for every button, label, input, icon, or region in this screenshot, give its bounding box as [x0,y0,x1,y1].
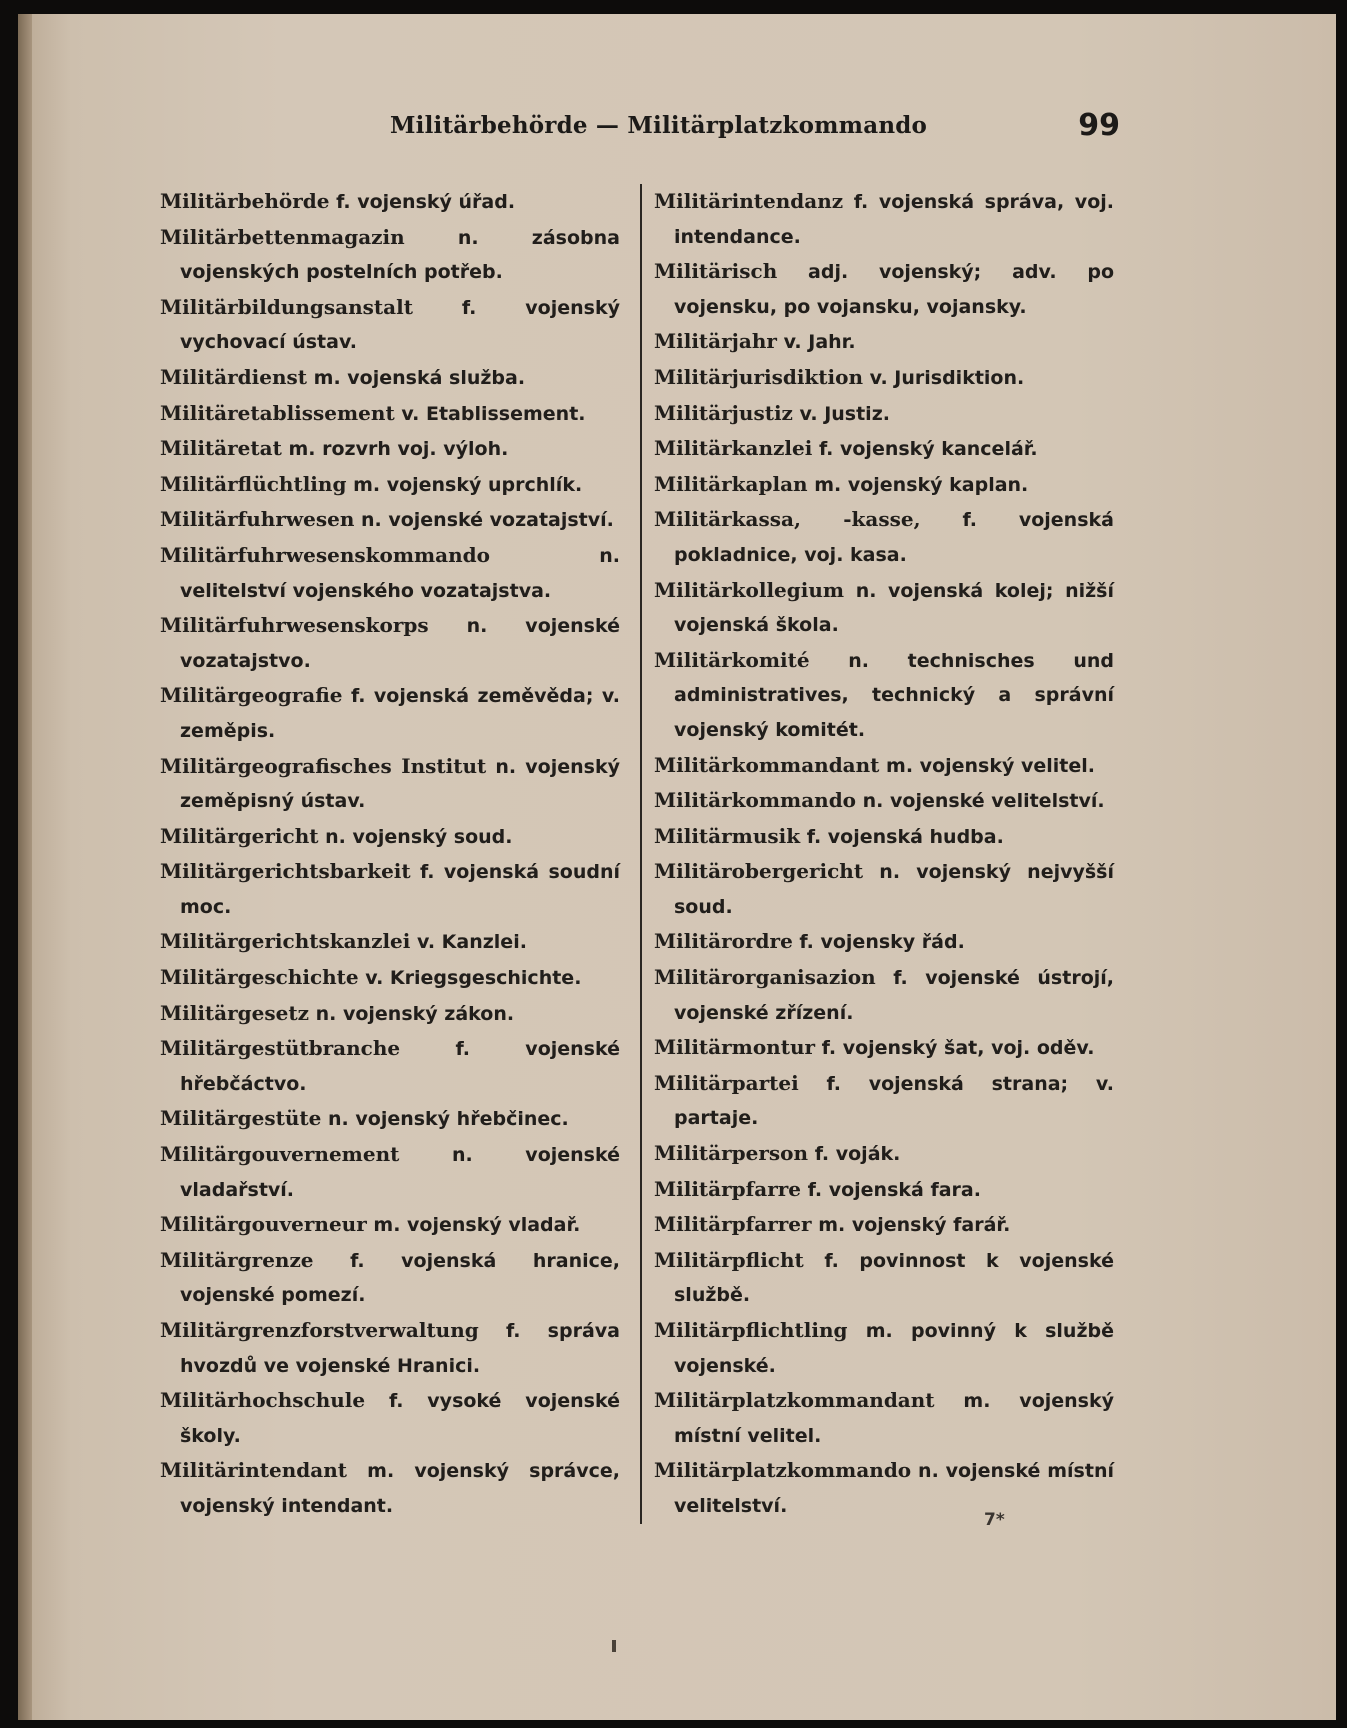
entry-definition: m. vojenský místní velitel. [674,1390,1114,1447]
entry-definition: n. vojenský zeměpisný ústav. [180,755,620,813]
entry-definition: f. vojenská fara. [807,1178,981,1201]
entry-headword: Militärgrenze [160,1247,314,1272]
dictionary-entry [654,1030,1114,1066]
dictionary-entry [654,819,1114,855]
dictionary-entry [160,996,620,1032]
dictionary-entry [654,502,1114,572]
entry-headword: Militärpflicht [654,1247,804,1272]
entry-headword: Militärgerichtsbarkeit [160,859,411,884]
dictionary-entry [160,1137,620,1207]
dictionary-entry [160,290,620,360]
entry-headword: Militärbildungsanstalt [160,294,413,319]
entry-headword: Militärplatzkommando [654,1458,912,1483]
entry-definition: m. rozvrh voj. výloh. [288,438,509,461]
entry-definition: f. voják. [814,1143,901,1166]
signature-mark: 7* [984,1510,1005,1530]
entry-headword: Militärgestütbranche [160,1036,401,1061]
dictionary-entry [654,573,1114,643]
book-spine [18,14,32,1720]
dictionary-entry [160,467,620,503]
entry-definition: v. Justiz. [799,402,890,425]
entry-definition: f. vojenský šat, voj. oděv. [821,1037,1095,1060]
entry-headword: Militärfuhrwesen [160,507,355,532]
dictionary-entry [160,184,620,220]
entry-definition: m. vojenský kaplan. [814,473,1029,496]
dictionary-entry [654,643,1114,748]
right-column [654,184,1114,1524]
entry-headword: Militärbettenmagazin [160,224,405,249]
entry-definition: f. vojenský vychovací ústav. [180,296,620,354]
dictionary-entry [160,1243,620,1313]
dictionary-entry [160,220,620,290]
entry-headword: Militärgeografie [160,683,343,708]
dictionary-entry [160,1453,620,1523]
entry-definition: n. zásobna vojenských postelních potřeb. [180,226,620,284]
entry-definition: v. Jahr. [783,331,856,354]
dictionary-entry [160,960,620,996]
dictionary-entry [654,1066,1114,1136]
entry-headword: Militärmusik [654,823,801,848]
dictionary-entry [160,1207,620,1243]
dictionary-entry [160,360,620,396]
page-header [150,108,1120,150]
dictionary-entry [160,431,620,467]
entry-definition: n. technisches und administratives, technický a správní vojenský komitét. [674,649,1114,741]
entry-headword: Militärbehörde [160,189,330,213]
dictionary-entry [160,854,620,924]
entry-definition: adj. vojenský; adv. po vojensku, po vojansku, vojansky. [674,261,1114,318]
entry-definition: m. vojenský správce, vojenský intendant. [180,1460,620,1517]
entry-definition: n. velitelství vojenského vozatajstva. [180,544,620,602]
entry-definition: v. Kriegsgeschichte. [365,967,582,990]
entry-definition: n. vojenský nejvyšší soud. [674,861,1114,918]
dictionary-entry [160,396,620,432]
entry-definition: v. Kanzlei. [417,931,527,954]
dictionary-entry [160,538,620,608]
dictionary-entry [654,854,1114,924]
entry-definition: f. vojenský úřad. [336,191,516,213]
entry-definition: m. vojenský vladař. [373,1214,581,1237]
entry-headword: Militärkomité [654,647,810,672]
left-column [160,184,620,1524]
dictionary-entry [654,1453,1114,1523]
entry-headword: Militärkassa, -kasse, [654,507,921,532]
entry-definition: n. vojenské vozatajstvo. [180,615,620,672]
entry-headword: Militärgesetz [160,1000,309,1025]
entry-headword: Militärjurisdiktion [654,364,863,389]
entry-headword: Militärkollegium [654,577,845,602]
dictionary-entry [160,608,620,678]
dictionary-entry [160,678,620,748]
entry-definition: n. vojenské vozatajství. [360,509,614,532]
entry-headword: Militärpflichtling [654,1318,848,1342]
entry-headword: Militärpfarre [654,1176,802,1201]
running-head: Militärbehörde — Militärplatzkommando [390,112,928,139]
dictionary-entry [654,1313,1114,1383]
entry-headword: Militärgestüte [160,1106,322,1131]
entry-headword: Militärfuhrwesenskorps [160,613,429,638]
dictionary-entry [160,1031,620,1101]
entry-definition: n. vojenské velitelství. [862,790,1105,813]
entry-definition: f. vojenská hranice, vojenské pomezí. [180,1249,620,1307]
entry-headword: Militärgouvernement [160,1142,400,1167]
dictionary-entry [160,1383,620,1453]
entry-headword: Militärgericht [160,823,319,848]
dictionary-entry [160,502,620,538]
dictionary-entry [654,431,1114,467]
dictionary-entry [654,467,1114,503]
dictionary-entry [654,924,1114,960]
dictionary-entry [654,184,1114,254]
entry-headword: Militärkommandant [654,752,880,777]
dictionary-entry [654,748,1114,784]
entry-definition: n. vojenský zákon. [315,1002,515,1025]
entry-headword: Militärintendant [160,1458,348,1483]
entry-headword: Militärperson [654,1141,809,1166]
entry-definition: f. vojenské hřebčáctvo. [180,1038,620,1095]
entry-headword: Militärgrenzforstverwaltung [160,1318,479,1342]
dictionary-entry [160,749,620,819]
entry-definition: f. správa hvozdů ve vojenské Hranici. [180,1320,620,1377]
entry-definition: f. vojensky řád. [799,931,965,954]
dictionary-entry [160,1313,620,1383]
entry-definition: m. vojenský farář. [818,1214,1011,1237]
dictionary-entry [654,360,1114,396]
entry-headword: Militärpfarrer [654,1212,812,1237]
entry-headword: Militärintendanz [654,189,844,213]
dictionary-entry [654,1383,1114,1453]
entry-headword: Militärgouverneur [160,1212,367,1237]
entry-headword: Militärisch [654,259,778,284]
entry-headword: Militärmontur [654,1035,816,1060]
entry-definition: m. vojenský uprchlík. [353,473,583,496]
entry-definition: f. vojenské ústrojí, vojenské zřízení. [674,967,1114,1024]
entry-headword: Militärkanzlei [654,436,813,461]
entry-headword: Militärfuhrwesenskommando [160,542,490,567]
dictionary-entry [654,960,1114,1030]
entry-definition: f. vojenská strana; v. partaje. [674,1072,1114,1130]
entry-definition: f. vojenská pokladnice, voj. kasa. [674,509,1114,566]
entry-headword: Militärjustiz [654,400,793,425]
entry-definition: n. vojenský hřebčinec. [328,1108,569,1131]
entry-definition: n. vojenské místní velitelství. [674,1460,1114,1517]
entry-headword: Militärobergericht [654,859,864,884]
entry-headword: Militärdienst [160,364,308,389]
entry-definition: n. vojenská kolej; nižší vojenská škola. [674,579,1114,637]
entry-definition: m. vojenská služba. [313,366,526,389]
entry-headword: Militärgeografisches Institut [160,753,487,778]
entry-definition: f. vojenská hudba. [806,825,1004,848]
dictionary-entry [654,783,1114,819]
entry-headword: Militäretat [160,436,282,461]
entry-definition: v. Etablissement. [401,402,586,425]
entry-definition: f. vojenská zeměvěda; v. zeměpis. [180,685,620,742]
entry-headword: Militärkommando [654,788,857,813]
entry-definition: m. povinný k službě vojenské. [674,1320,1114,1377]
print-speck [612,1640,616,1652]
entry-definition: n. vojenský soud. [325,825,513,848]
entry-definition: f. vojenský kancelář. [818,438,1038,461]
entry-definition: f. povinnost k vojenské službě. [674,1249,1114,1307]
entry-headword: Militärplatzkommandant [654,1388,935,1413]
entry-headword: Militärhochschule [160,1388,366,1413]
entry-headword: Militärordre [654,929,793,954]
entry-definition: f. vojenská soudní moc. [180,861,620,918]
dictionary-entry [160,819,620,855]
dictionary-entry [654,254,1114,324]
dictionary-entry [654,396,1114,432]
dictionary-entry [654,1136,1114,1172]
dictionary-entry [654,1243,1114,1313]
entry-headword: Militärgeschichte [160,965,359,990]
entry-definition: n. vojenské vladařství. [180,1144,620,1201]
column-divider [640,184,642,1524]
dictionary-entry [654,324,1114,360]
entry-headword: Militärjahr [654,329,777,354]
dictionary-entry [654,1207,1114,1243]
entry-definition: v. Jurisdiktion. [869,366,1025,389]
dictionary-entry [654,1172,1114,1208]
page-number: 99 [1078,108,1120,143]
dictionary-entry [160,924,620,960]
entry-headword: Militärkaplan [654,471,808,496]
entry-headword: Militärflüchtling [160,471,347,496]
dictionary-entry [160,1101,620,1137]
entry-definition: f. vysoké vojenské školy. [180,1390,620,1447]
entry-headword: Militärorganisazion [654,965,876,990]
entry-headword: Militäretablissement [160,400,395,425]
entry-headword: Militärgerichtskanzlei [160,929,411,954]
entry-definition: f. vojenská správa, voj. intendance. [674,191,1114,248]
entry-definition: m. vojenský velitel. [886,754,1095,777]
entry-headword: Militärpartei [654,1070,799,1095]
